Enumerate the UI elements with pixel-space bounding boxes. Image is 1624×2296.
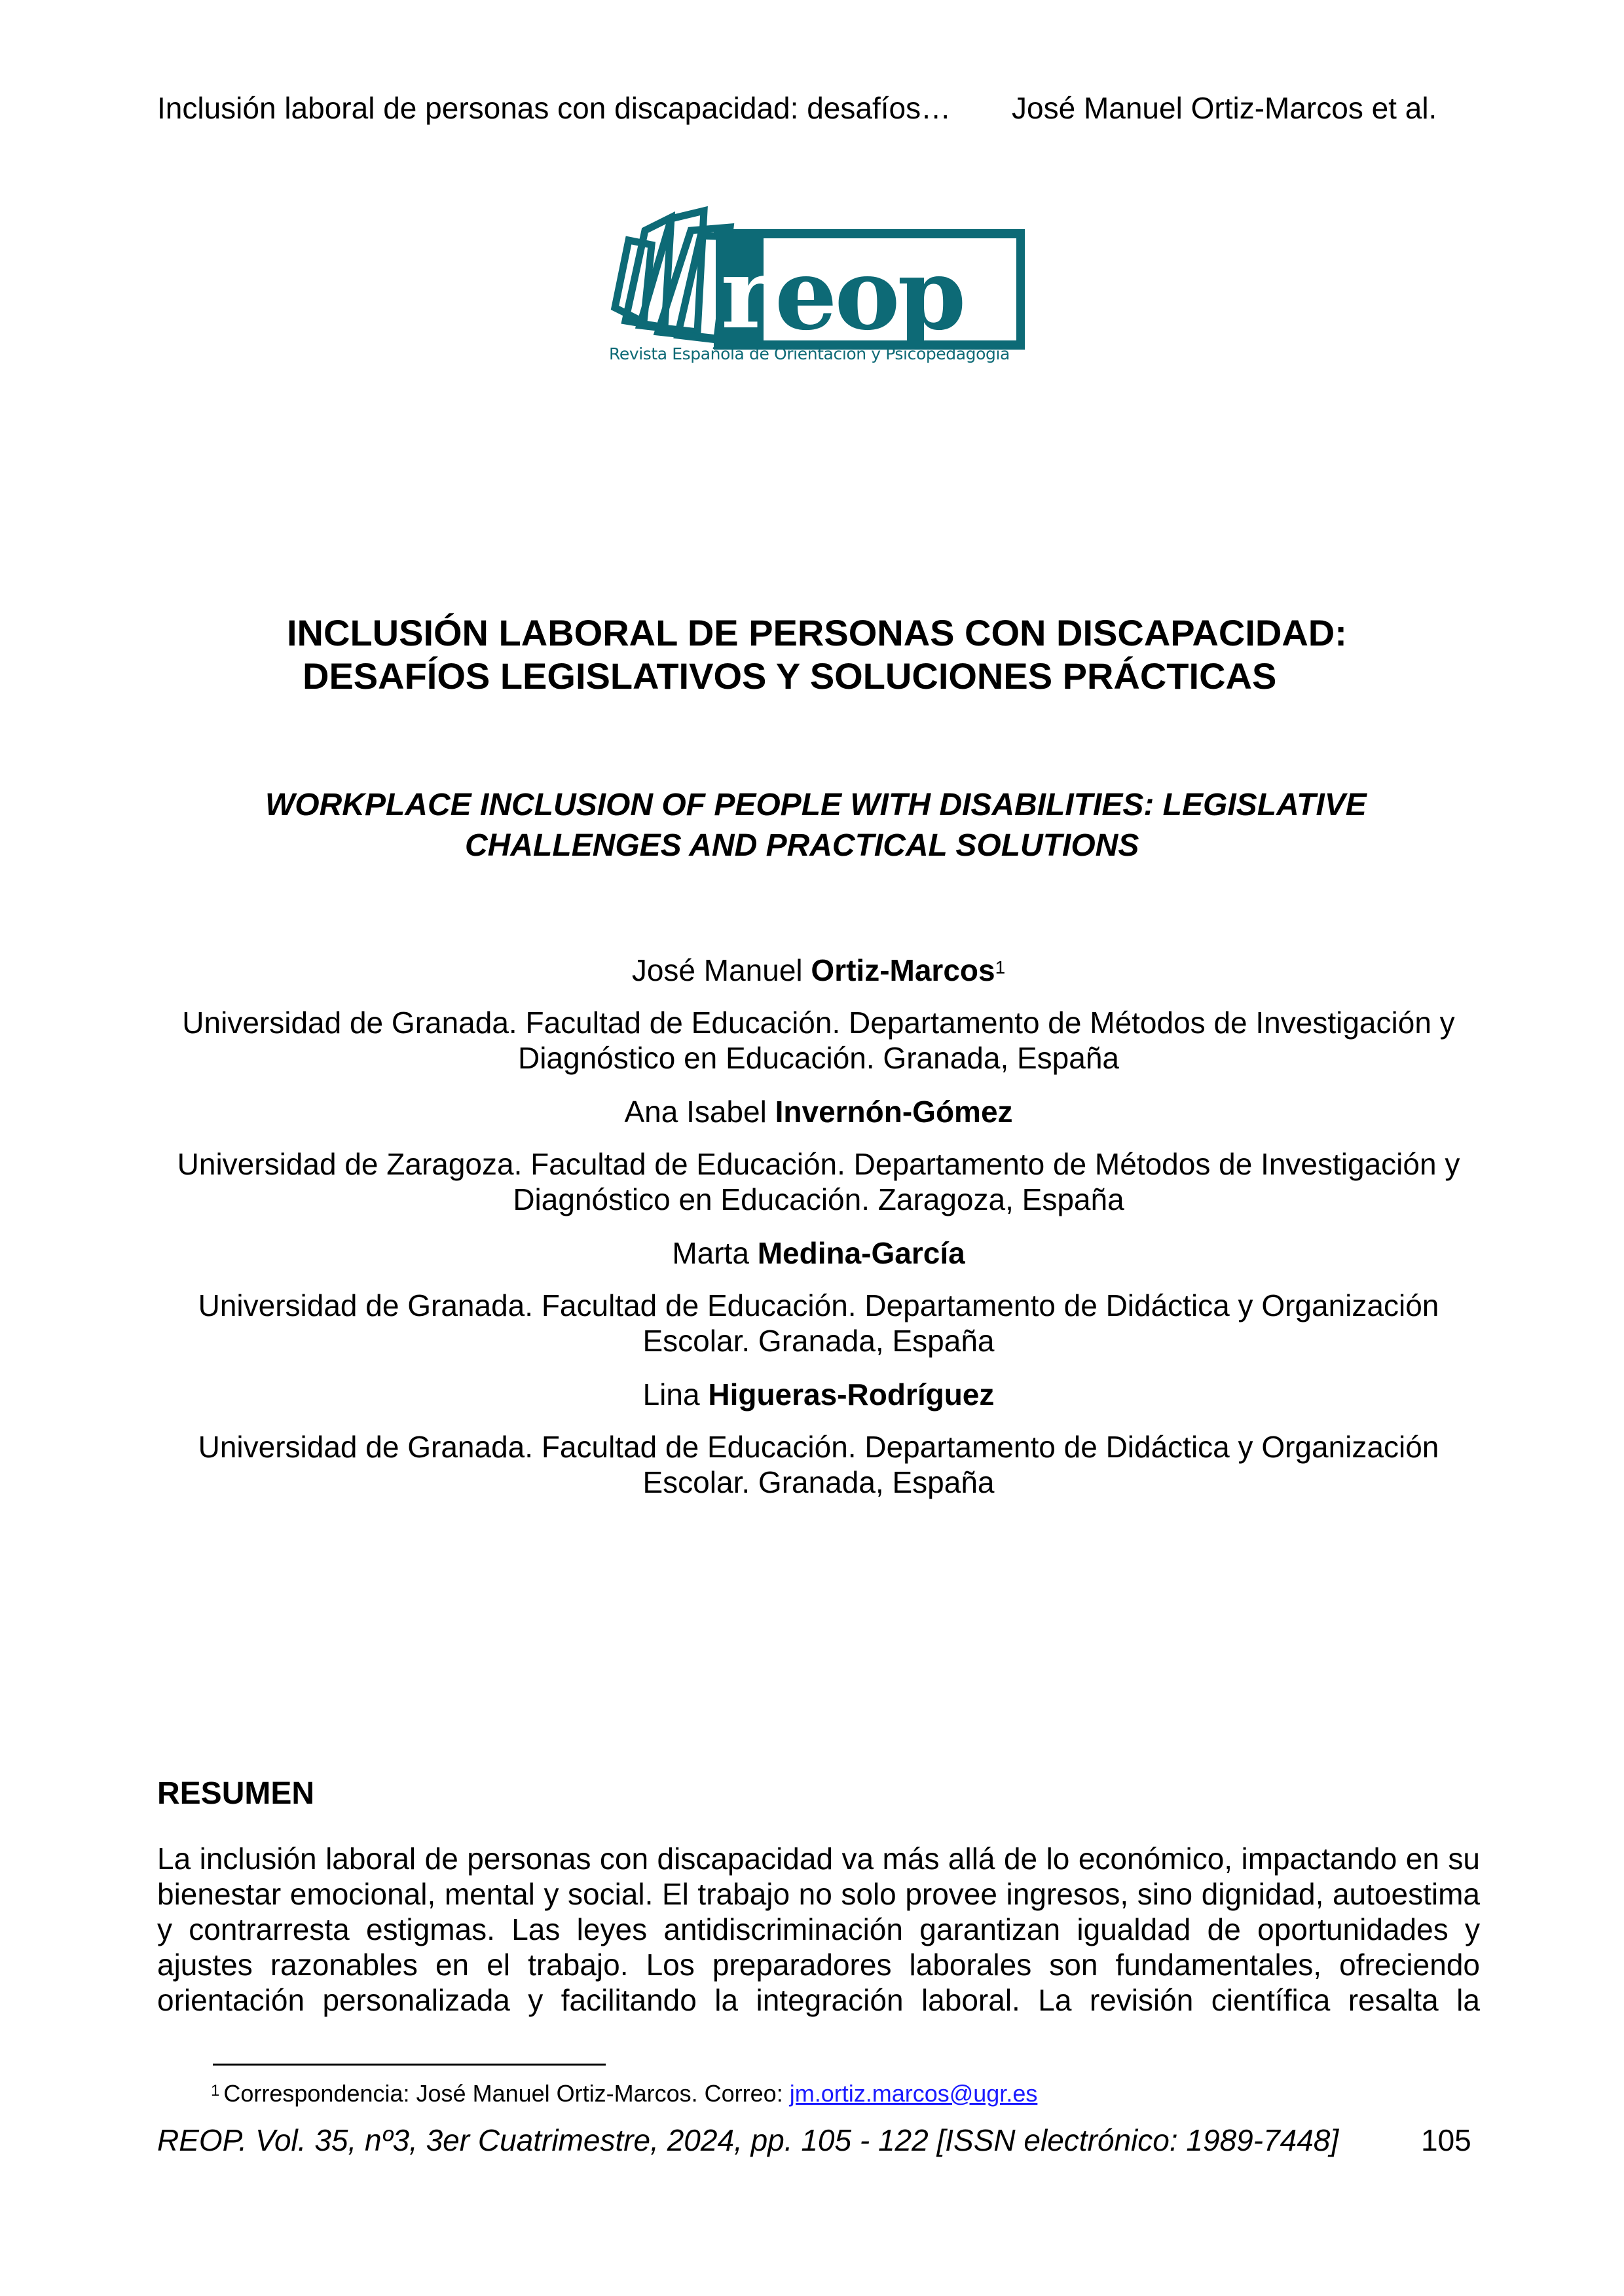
author-name: José Manuel Ortiz-Marcos$^1$ [631, 953, 1006, 987]
author-affiliation: Universidad de Zaragoza. Facultad de Educación. Departamento de Métodos de Investigación y Diagnóstico en Educación. Zaragoza, España [177, 1147, 1460, 1216]
journal-logo [606, 204, 1025, 361]
abstract-body [157, 1841, 1480, 2018]
footnote-text: Correspondencia: José Manuel Ortiz-Marcos. Correo: [223, 2080, 790, 2107]
title-en-line2: CHALLENGES AND PRACTICAL SOLUTIONS [465, 828, 1139, 863]
email-link[interactable]: jm.ortiz.marcos@ugr.es [789, 2080, 1038, 2107]
author-block [157, 1094, 1480, 1217]
abstract-line: y contrarresta estigmas. Las leyes antidiscriminación garantizan igualdad de oportunidades y [157, 1912, 1480, 1946]
page-number: 105 [1421, 2123, 1471, 2157]
footnote-mark[interactable]: 1 [995, 957, 1006, 977]
abstract-line: La inclusión laboral de personas con discapacidad va más allá de lo económico, impactando en su [157, 1842, 1480, 1876]
author-block [157, 1235, 1480, 1358]
journal-citation: REOP. Vol. 35, nº3, 3er Cuatrimestre, 2024, pp. 105 - 122 [ISSN electrónico: 1989-7448] [157, 2123, 1339, 2157]
abstract-line: bienestar emocional, mental y social. El trabajo no solo provee ingresos, sino dignidad, autoestima [157, 1877, 1480, 1911]
abstract-line: orientación personalizada y facilitando la integración laboral. La revisión científica resalta la [157, 1983, 1480, 2017]
title-en-line1: WORKPLACE INCLUSION OF PEOPLE WITH DISABILITIES: LEGISLATIVE [265, 788, 1367, 822]
running-head-left: Inclusión laboral de personas con discapacidad: desafíos… [157, 91, 951, 125]
footnote [211, 2079, 1037, 2108]
author-name: Marta Medina-García [672, 1236, 965, 1270]
author-affiliation: Universidad de Granada. Facultad de Educación. Departamento de Didáctica y Organización Escolar. Granada, España [198, 1288, 1439, 1358]
abstract-heading: RESUMEN [157, 1776, 315, 1811]
abstract-line: ajustes razonables en el trabajo. Los preparadores laborales son fundamentales, ofreciendo [157, 1948, 1480, 1982]
logo-subtitle: Revista Española de Orientación y Psicopedagogía [609, 344, 1010, 363]
author-name: Ana Isabel Invernón-Gómez [624, 1095, 1013, 1129]
svg-text:r: r [721, 236, 772, 350]
page-footer [157, 2123, 1480, 2158]
reop-logo-icon [606, 204, 1025, 361]
svg-text:eop: eop [775, 237, 964, 352]
running-head [157, 90, 1467, 126]
footnote-mark: 1 [211, 2082, 220, 2100]
author-affiliation: Universidad de Granada. Facultad de Educación. Departamento de Didáctica y Organización Escolar. Granada, España [198, 1430, 1439, 1499]
title-es-line1: INCLUSIÓN LABORAL DE PERSONAS CON DISCAPACIDAD: [287, 612, 1347, 653]
author-block [157, 1377, 1480, 1500]
author-list [157, 953, 1480, 1518]
running-head-right: José Manuel Ortiz-Marcos et al. [1012, 91, 1437, 125]
author-name: Lina Higueras-Rodríguez [642, 1377, 995, 1412]
title-es-line2: DESAFÍOS LEGISLATIVOS Y SOLUCIONES PRÁCTICAS [303, 655, 1277, 697]
author-block [157, 953, 1480, 1076]
footnote-separator [213, 2064, 606, 2066]
author-affiliation: Universidad de Granada. Facultad de Educación. Departamento de Métodos de Investigación y Diagnóstico en Educación. Granada, España [182, 1006, 1455, 1075]
